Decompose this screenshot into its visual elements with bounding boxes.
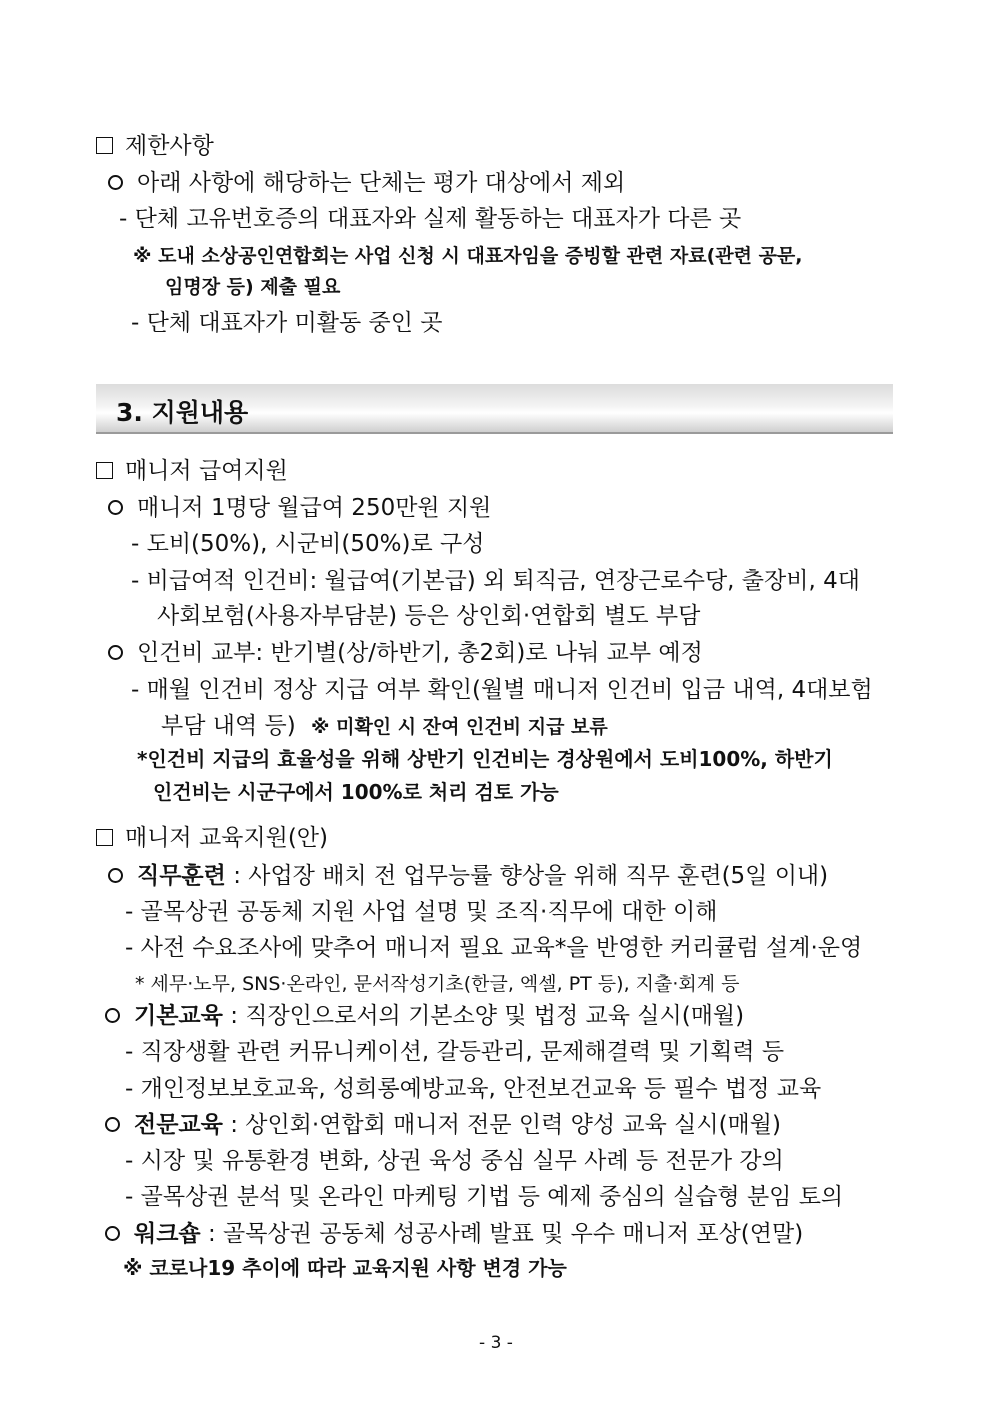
item-title: 전문교육 [134,1112,223,1138]
square-bullet-icon [96,137,113,154]
restrictions-heading: 제한사항 [96,131,214,161]
square-bullet-icon [96,829,113,846]
circle-bullet-icon [108,868,123,883]
education-sub-item: - 골목상권 분석 및 온라인 마케팅 기법 등 예제 중심의 실습형 분임 토의 [125,1184,844,1210]
item-title: 직무훈련 [137,863,226,889]
salary-sub-item: - 매월 인건비 정상 지급 여부 확인(월별 매니저 인건비 입금 내역, 4대보험 [131,677,873,703]
education-note: * 세무·노무, SNS·온라인, 문서작성기초(한글, 엑셀, PT 등), 지출·회계 등 [135,973,740,995]
page-number: - 3 - [479,1333,513,1353]
education-heading: 매니저 교육지원(안) [96,823,328,853]
section-title: 3. 지원내용 [116,398,249,427]
salary-item: 매니저 1명당 월급여 250만원 지원 [108,493,491,523]
item-title: 워크숍 [134,1221,201,1247]
salary-note-cont: 인건비는 시군구에서 100%로 처리 검토 가능 [153,780,559,804]
salary-heading: 매니저 급여지원 [96,456,288,486]
education-item-basic: 기본교육 : 직장인으로서의 기본소양 및 법정 교육 실시(매월) [105,1001,744,1031]
salary-sub-item: - 도비(50%), 시군비(50%)로 구성 [131,531,485,557]
circle-bullet-icon [105,1226,120,1241]
square-bullet-icon [96,462,113,479]
restrictions-note-cont: 임명장 등) 제출 필요 [165,276,341,298]
education-item-job-training: 직무훈련 : 사업장 배치 전 업무능률 향상을 위해 직무 훈련(5일 이내) [108,861,828,891]
salary-sub-item: - 비급여적 인건비: 월급여(기본급) 외 퇴직금, 연장근로수당, 출장비, 4대 [131,568,860,594]
education-item-workshop: 워크숍 : 골목상권 공동체 성공사례 발표 및 우수 매니저 포상(연말) [105,1219,803,1249]
circle-bullet-icon [108,645,123,660]
education-item-expert: 전문교육 : 상인회·연합회 매니저 전문 인력 양성 교육 실시(매월) [105,1110,781,1140]
restrictions-sub-item: - 단체 대표자가 미활동 중인 곳 [131,310,443,336]
circle-bullet-icon [105,1008,120,1023]
salary-sub-item-cont: 부담 내역 등) ※ 미확인 시 잔여 인건비 지급 보류 [161,713,608,739]
education-sub-item: - 골목상권 공동체 지원 사업 설명 및 조직·직무에 대한 이해 [125,899,718,925]
salary-note: *인건비 지급의 효율성을 위해 상반기 인건비는 경상원에서 도비100%, 하반기 [137,747,833,771]
section-header-bar [96,384,893,434]
circle-bullet-icon [108,175,123,190]
salary-sub-note: ※ 미확인 시 잔여 인건비 지급 보류 [311,716,608,738]
education-sub-item: - 시장 및 유통환경 변화, 상권 육성 중심 실무 사례 등 전문가 강의 [125,1148,784,1174]
education-sub-item: - 직장생활 관련 커뮤니케이션, 갈등관리, 문제해결력 및 기획력 등 [125,1039,785,1065]
education-note: ※ 코로나19 추이에 따라 교육지원 사항 변경 가능 [123,1256,567,1280]
salary-item: 인건비 교부: 반기별(상/하반기, 총2회)로 나눠 교부 예정 [108,638,703,668]
salary-sub-item-cont: 사회보험(사용자부담분) 등은 상인회·연합회 별도 부담 [157,603,701,629]
restrictions-sub-item: - 단체 고유번호증의 대표자와 실제 활동하는 대표자가 다른 곳 [119,206,742,232]
circle-bullet-icon [108,500,123,515]
education-sub-item: - 개인정보보호교육, 성희롱예방교육, 안전보건교육 등 필수 법정 교육 [125,1076,822,1102]
restrictions-note: ※ 도내 소상공인연합회는 사업 신청 시 대표자임을 증빙할 관련 자료(관련 공문, [133,245,803,267]
circle-bullet-icon [105,1117,120,1132]
item-title: 기본교육 [134,1003,223,1029]
restrictions-item: 아래 사항에 해당하는 단체는 평가 대상에서 제외 [108,168,625,198]
education-sub-item: - 사전 수요조사에 맞추어 매니저 필요 교육*을 반영한 커리큘럼 설계·운영 [125,935,863,961]
